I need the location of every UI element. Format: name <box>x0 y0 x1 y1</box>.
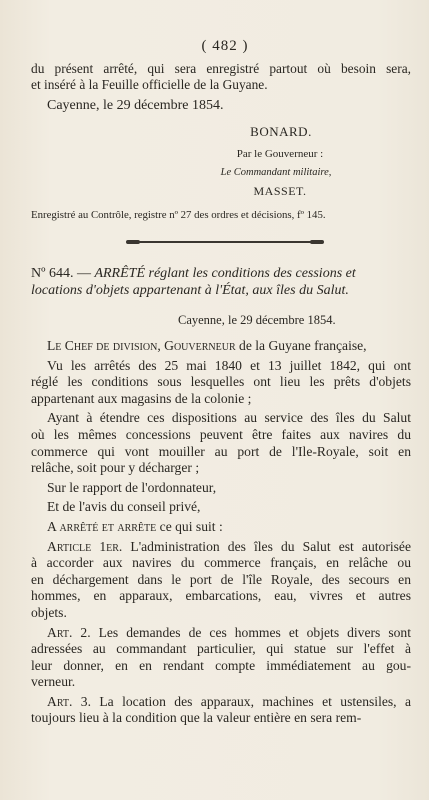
text-line <box>31 694 411 711</box>
text-line <box>31 674 411 691</box>
signature-name: BONARD. <box>250 124 312 139</box>
decree-title <box>31 265 411 299</box>
line-text: Sur le rapport de l'ordonnateur, <box>47 479 217 495</box>
text-line <box>31 555 411 572</box>
line-text: ce qui suit : <box>156 518 223 534</box>
line-text: Ayant à étendre ces dispositions au service des îles du Salut <box>47 410 411 426</box>
paragraph <box>31 410 411 476</box>
small-caps-lead: A arrêté et arrête <box>47 518 157 534</box>
signature-by: Par le Gouverneur : <box>236 148 324 160</box>
paragraph <box>31 358 411 408</box>
page-number: ( 482 ) <box>201 38 249 54</box>
small-caps-lead: Le Chef de division, Gouverneur <box>47 338 236 353</box>
decree-date: Cayenne, le 29 décembre 1854. <box>47 98 224 113</box>
line-text: de la Guyane française, <box>235 338 367 353</box>
line-text: commerce qui vont mouiller au port de l'Ile-Royale, soit en <box>31 443 411 459</box>
title-rest: réglant les conditions des cessions et <box>148 266 356 281</box>
text-line <box>31 605 411 622</box>
text-line <box>31 625 411 642</box>
text-line: du présent arrêté, qui sera enregistré partout où besoin sera, <box>31 61 411 76</box>
paragraph <box>31 625 411 691</box>
line-text: L'administration des îles du Salut est autorisée <box>122 538 411 554</box>
decree-number: Nº 644. — <box>31 266 91 281</box>
text-line <box>31 539 411 556</box>
line-text: toujours lieu à la condition que la valeur entière en sera rem- <box>31 710 362 726</box>
line-text: réglé les conditions sous lesquelles ont lieu les prêts d'objets <box>31 374 411 390</box>
registration-note: Enregistré au Contrôle, registre nº 27 des ordres et décisions, fº 145. <box>31 209 326 221</box>
closing-paragraph <box>31 61 411 93</box>
line-text: verneur. <box>31 674 76 690</box>
text-line <box>31 588 411 605</box>
small-caps-lead: Art. 2. <box>47 624 91 640</box>
line-text: adressées au commandant particulier, qui statue sur l'effet à <box>31 641 411 657</box>
text-line <box>31 391 411 408</box>
line-text: en déchargement dans le port de l'île Royale, des secours en <box>31 571 411 587</box>
signature-role: Le Commandant militaire, <box>220 167 332 178</box>
line-text: leur donner, en en rendant compte immédiatement au gou- <box>31 657 411 673</box>
text-line: et inséré à la Feuille officielle de la Guyane. <box>31 77 268 92</box>
line-text: à accorder aux navires du commerce français, en relâche ou <box>31 555 411 571</box>
line-text: où les mêmes concessions peuvent être faites aux navires du <box>31 426 411 442</box>
text-line <box>31 499 411 516</box>
decree-date-2: Cayenne, le 29 décembre 1854. <box>178 313 336 327</box>
text-line <box>31 338 411 355</box>
paragraph <box>31 480 411 497</box>
decree-body <box>31 338 411 727</box>
text-line <box>31 641 411 658</box>
paragraph <box>31 338 411 355</box>
paragraph <box>31 519 411 536</box>
text-line <box>31 710 411 727</box>
text-line <box>31 519 411 536</box>
paragraph <box>31 499 411 516</box>
text-line <box>31 427 411 444</box>
line-text: Les demandes de ces hommes et objets divers sont <box>90 624 411 640</box>
small-caps-lead: Art. 3. <box>47 693 91 709</box>
small-caps-lead: Article 1er. <box>47 538 123 554</box>
text-line <box>31 572 411 589</box>
text-line <box>31 410 411 427</box>
paragraph <box>31 694 411 727</box>
text-line <box>31 480 411 497</box>
title-line-1 <box>31 265 411 282</box>
paragraph <box>31 539 411 622</box>
text-line <box>31 374 411 391</box>
text-line <box>31 658 411 675</box>
line-text: appartenant aux magasins de la colonie ; <box>31 390 252 406</box>
line-text: hommes, en apparaux, embarcations, eau, vivres et autres <box>31 588 411 604</box>
section-divider <box>130 241 320 243</box>
title-line-2: locations d'objets appartenant à l'État, aux îles du Salut. <box>31 283 349 298</box>
text-line <box>31 358 411 375</box>
line-text: Vu les arrêtés des 25 mai 1840 et 13 juillet 1842, qui ont <box>47 357 411 373</box>
line-text: objets. <box>31 604 67 620</box>
line-text: relâche, soit pour y décharger ; <box>31 460 200 476</box>
text-line <box>31 460 411 477</box>
line-text: Et de l'avis du conseil privé, <box>47 499 201 515</box>
decree-word: ARRÊTÉ <box>94 266 145 281</box>
signature-name-2: MASSET. <box>253 184 307 198</box>
line-text: La location des apparaux, machines et ustensiles, a <box>90 693 411 709</box>
text-line <box>31 444 411 461</box>
